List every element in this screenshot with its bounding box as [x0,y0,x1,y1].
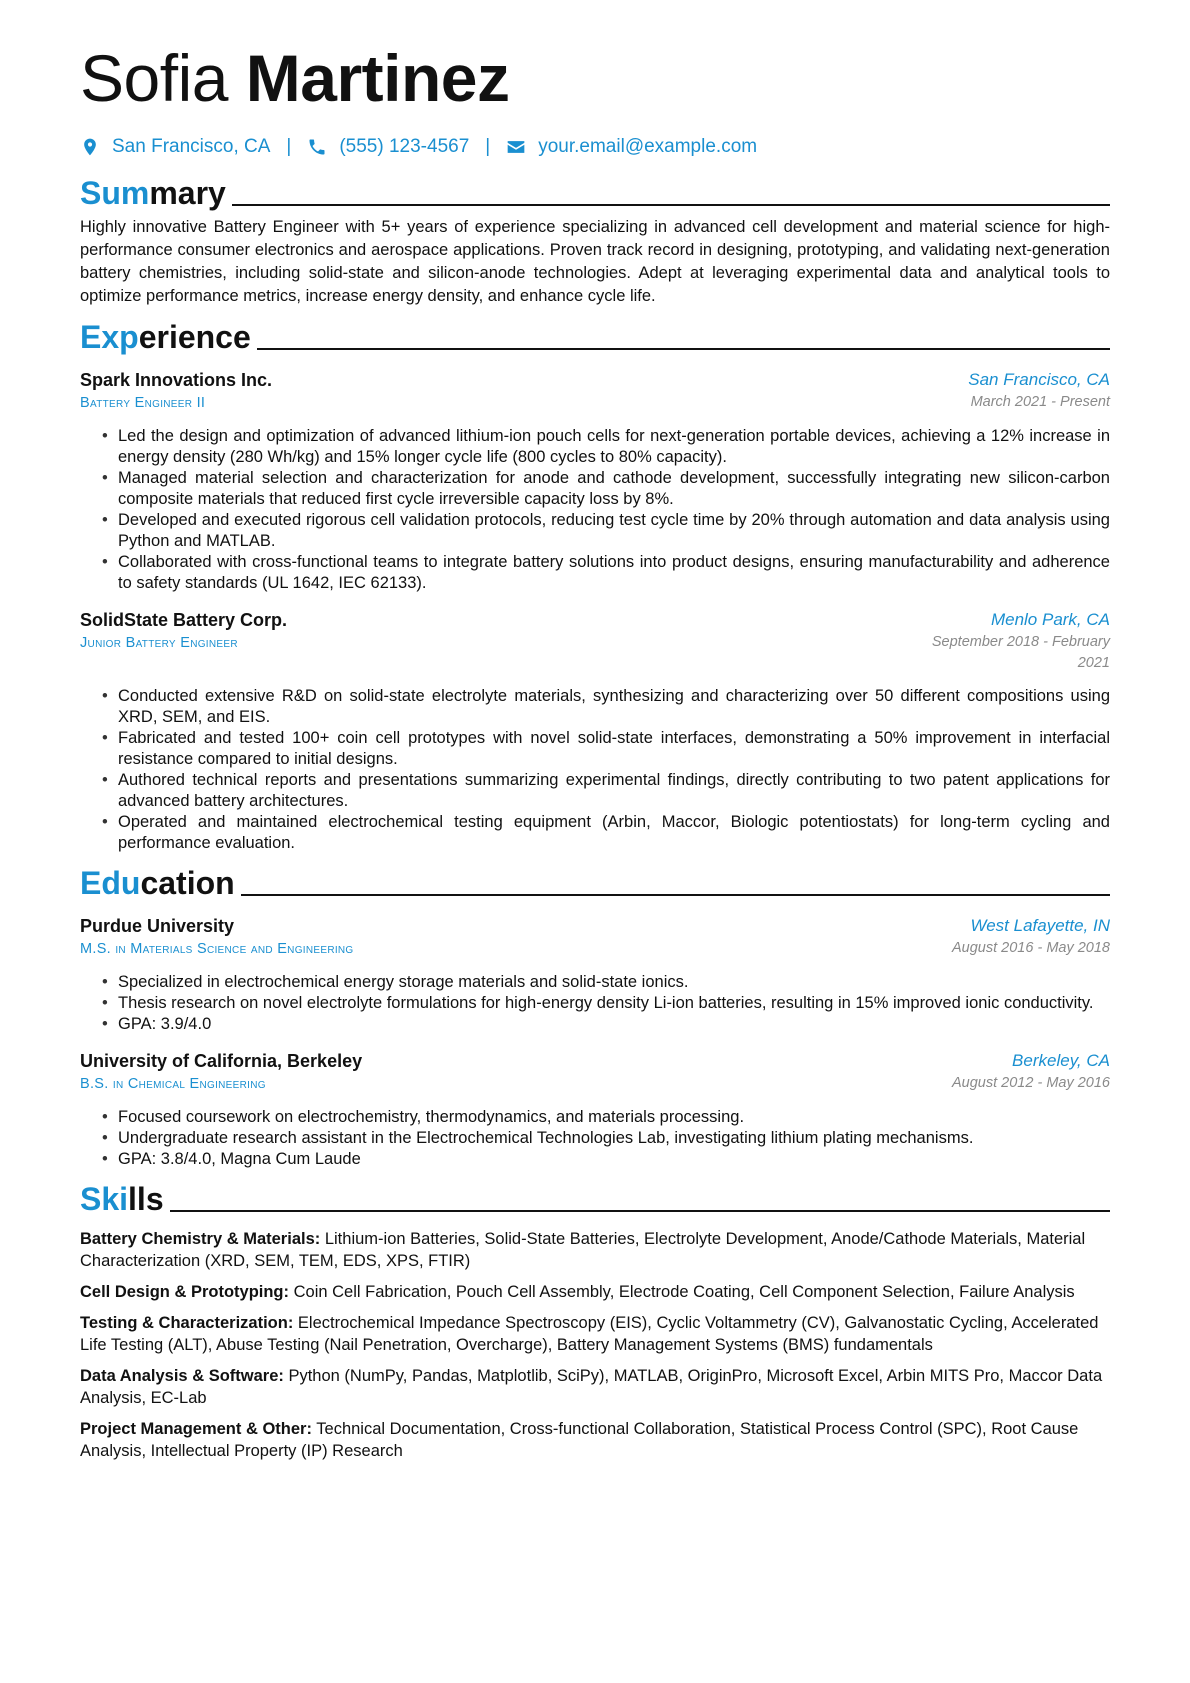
entry-location: Menlo Park, CA [990,610,1110,629]
bullet-item: • Developed and executed rigorous cell validation protocols, reducing test cycle time by 20% through automation and data analysis using Python and MATLAB. [118,510,1110,552]
email-link[interactable]: your.email@example.com [538,136,758,157]
job-title: Battery Engineer II [80,395,206,411]
degree-title: B.S. in Chemical Engineering [80,1076,266,1092]
entry-dates: September 2018 - February 2021 [931,634,1110,671]
contact-phone[interactable] [307,136,469,158]
contact-separator: | [485,136,491,157]
entry-dates: August 2016 - May 2018 [952,940,1110,956]
summary-heading [80,174,1110,212]
section-divider [257,348,1110,350]
school-name: University of California, Berkeley [80,1051,363,1071]
experience-heading [80,318,1110,356]
education-entry [80,914,1110,1035]
skill-row [80,1281,1110,1303]
experience-entry [80,368,1110,594]
skill-values: Lithium-ion Batteries, Solid-State Batteries, Electrolyte Development, Anode/Cathode Materials, Material Characterization (XRD, SEM, TEM, EDS, XPS, FTIR) [80,1230,1086,1270]
bullet-list [80,426,1110,594]
entry-location: Berkeley, CA [1012,1051,1110,1070]
bullet-item: • Specialized in electrochemical energy storage materials and solid-state ionics. [118,972,1110,993]
phone-icon [307,137,327,157]
bullet-item: • Collaborated with cross-functional teams to integrate battery solutions into product designs, ensuring manufacturability and adherence to safety standards (UL 1642, IEC 62133). [118,552,1110,594]
bullet-item: • GPA: 3.8/4.0, Magna Cum Laude [118,1149,1110,1170]
bullet-list [80,1107,1110,1170]
phone-text: (555) 123-4567 [339,136,470,157]
entry-dates: August 2012 - May 2016 [952,1075,1110,1091]
summary-text: Highly innovative Battery Engineer with 5+ years of experience specializing in advanced cell development and material science for high-performance consumer electronics and aerospace applications. Proven track record in designing, prototyping, and validating next-generation battery chemistries, including solid-state and silicon-anode technologies. Adept at leveraging experimental data and analytical tools to optimize performance metrics, increase energy density, and enhance cycle life. [80,218,1110,305]
location-text: San Francisco, CA [112,136,271,157]
skill-row [80,1312,1110,1356]
skill-category: Testing & Characterization: [80,1314,294,1332]
section-divider [170,1210,1110,1212]
section-title: Skills [80,1181,164,1217]
bullet-item: • Undergraduate research assistant in the Electrochemical Technologies Lab, investigating lithium plating mechanisms. [118,1128,1110,1149]
bullet-item: • Led the design and optimization of advanced lithium-ion pouch cells for next-generation portable devices, achieving a 12% increase in energy density (280 Wh/kg) and 15% longer cycle life (800 cycles to 80% capacity). [118,426,1110,468]
skill-values: Technical Documentation, Cross-functional Collaboration, Statistical Process Control (SPC), Root Cause Analysis, Intellectual Property (IP) Research [80,1420,1079,1460]
contact-location [80,136,270,158]
bullet-item: • GPA: 3.9/4.0 [118,1014,1110,1035]
skill-values: Python (NumPy, Pandas, Matplotlib, SciPy), MATLAB, OriginPro, Microsoft Excel, Arbin MITS Pro, Maccor Data Analysis, EC-Lab [80,1367,1103,1407]
skill-row [80,1418,1110,1462]
bullet-item: • Operated and maintained electrochemical testing equipment (Arbin, Maccor, Biologic potentiostats) for long-term cycling and performance evaluation. [118,812,1110,854]
candidate-name [80,40,1110,116]
bullet-list [80,972,1110,1035]
experience-entry [80,608,1110,854]
skill-category: Data Analysis & Software: [80,1367,284,1385]
section-title: Experience [80,319,251,355]
school-name: Purdue University [80,916,235,936]
bullet-item: • Managed material selection and characterization for anode and cathode development, successfully integrating new silicon-carbon composite materials that reduced first cycle irreversible capacity loss by 8%. [118,468,1110,510]
job-title: Junior Battery Engineer [80,635,238,651]
degree-title: M.S. in Materials Science and Engineering [80,941,354,957]
education-heading [80,864,1110,902]
bullet-item: • Fabricated and tested 100+ coin cell prototypes with novel solid-state interfaces, demonstrating a 50% improvement in interfacial resistance compared to initial designs. [118,728,1110,770]
first-name: Sofia [80,41,228,115]
employer-name: SolidState Battery Corp. [80,610,288,630]
skill-category: Cell Design & Prototyping: [80,1283,290,1301]
skill-values: Coin Cell Fabrication, Pouch Cell Assembly, Electrode Coating, Cell Component Selection, Failure Analysis [293,1283,1075,1301]
entry-location: West Lafayette, IN [970,916,1110,935]
section-divider [232,204,1110,206]
skill-row [80,1365,1110,1409]
entry-location: San Francisco, CA [968,370,1110,389]
bullet-item: • Thesis research on novel electrolyte formulations for high-energy density Li-ion batteries, resulting in 15% improved ionic conductivity. [118,993,1110,1014]
bullet-item: • Authored technical reports and presentations summarizing experimental findings, directly contributing to two patent applications for advanced battery architectures. [118,770,1110,812]
contact-email[interactable] [506,136,757,158]
skill-row [80,1228,1110,1272]
employer-name: Spark Innovations Inc. [80,370,273,390]
bullet-list [80,686,1110,854]
skill-values: Electrochemical Impedance Spectroscopy (EIS), Cyclic Voltammetry (CV), Galvanostatic Cycling, Accelerated Life Testing (ALT), Abuse Testing (Nail Penetration, Overcharge), Battery Management Systems (BMS) fundamentals [80,1314,1099,1354]
envelope-icon [506,137,526,157]
last-name: Martinez [245,41,510,115]
skill-category: Project Management & Other: [80,1420,312,1438]
section-divider [241,894,1110,896]
contact-separator: | [286,136,292,157]
bullet-item: • Conducted extensive R&D on solid-state electrolyte materials, synthesizing and characterizing over 50 different compositions using XRD, SEM, and EIS. [118,686,1110,728]
bullet-item: • Focused coursework on electrochemistry, thermodynamics, and materials processing. [118,1107,1110,1128]
map-pin-icon [80,137,100,157]
entry-dates: March 2021 - Present [970,394,1110,410]
education-entry [80,1049,1110,1170]
contact-bar [80,136,1110,158]
section-title: Education [80,865,235,901]
skills-heading [80,1180,1110,1218]
skills-list [80,1228,1110,1462]
skill-category: Battery Chemistry & Materials: [80,1230,321,1248]
section-title: Summary [80,175,226,211]
